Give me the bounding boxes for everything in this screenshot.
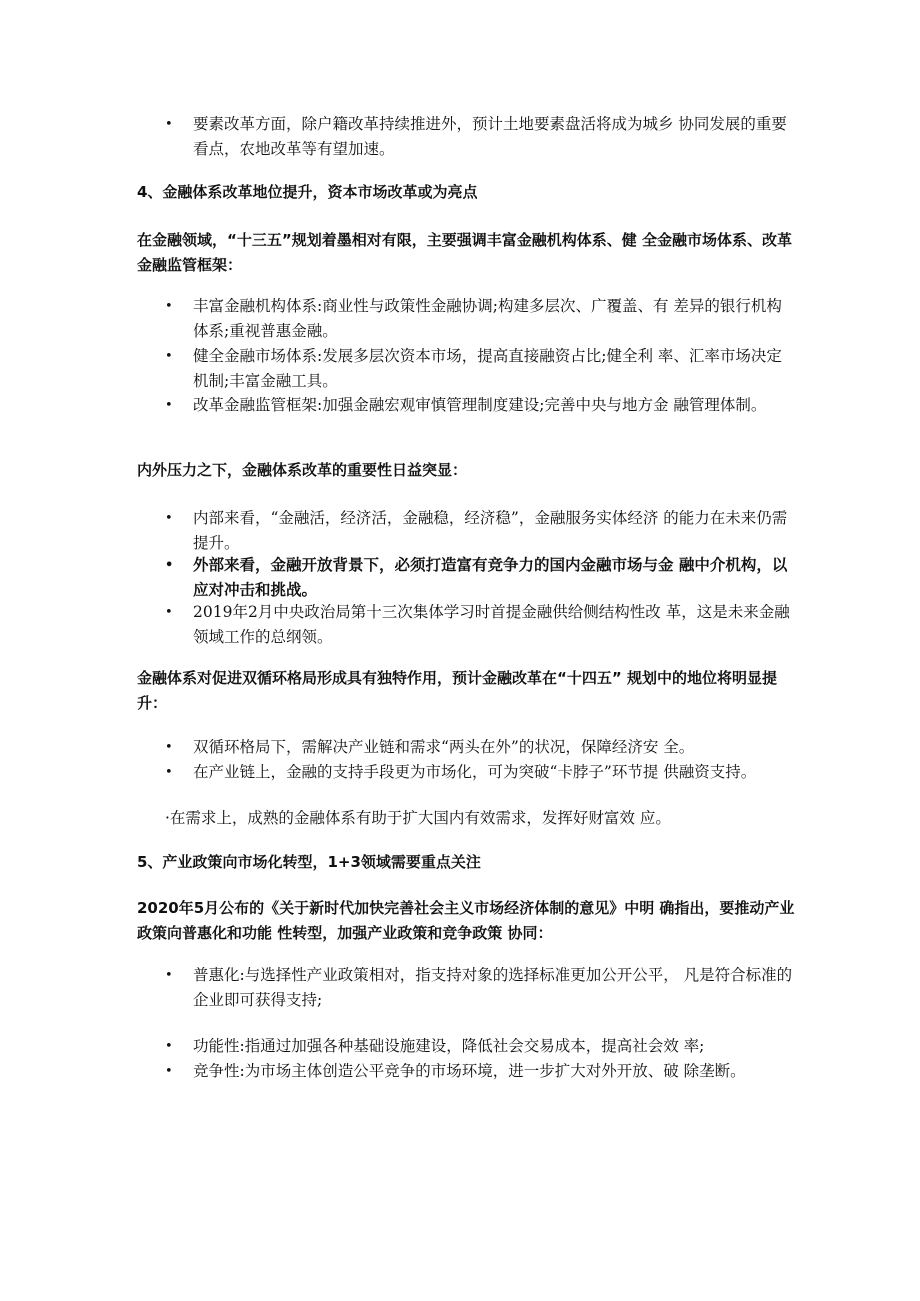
bullet-icon: • (165, 740, 173, 755)
bullet-icon: • (165, 968, 173, 983)
bullet-text: 内部来看，“金融活，经济活，金融稳，经济稳”，金融服务实体经济 的能力在未来仍需提升。 (193, 509, 788, 552)
paragraph: 在金融领域，“十三五”规划着墨相对有限，主要强调丰富金融机构体系、健 全金融市场体系、改革金融监管框架： (137, 231, 792, 274)
paragraph: 金融体系对促进双循环格局形成具有独特作用，预计金融改革在“十四五” 规划中的地位将明显提升： (137, 669, 777, 712)
bullet-icon: • (165, 349, 173, 364)
list-item (165, 393, 793, 418)
bullet-icon: • (165, 398, 173, 413)
list-item (165, 963, 793, 1013)
bullet-icon: • (165, 605, 173, 620)
list-item (165, 760, 793, 785)
list-item (165, 735, 793, 760)
bullet-text: 改革金融监管框架:加强金融宏观审慎管理制度建设;完善中央与地方金 融管理体制。 (193, 396, 767, 414)
bullet-icon: • (165, 117, 173, 132)
bullet-text: 健全金融市场体系:发展多层次资本市场，提高直接融资占比;健全利 率、汇率市场决定机制;丰富金融工具。 (193, 347, 782, 390)
section-heading: 5、产业政策向市场化转型，1+3领域需要重点关注 (137, 853, 481, 871)
section-heading: 4、金融体系改革地位提升，资本市场改革或为亮点 (137, 183, 478, 201)
bullet-icon: • (165, 511, 173, 526)
bullet-text: 普惠化:与选择性产业政策相对，指支持对象的选择标准更加公开公平， 凡是符合标准的企业即可获得支持; (193, 966, 793, 1009)
bullet-text: 功能性:指通过加强各种基础设施建设，降低社会交易成本，提高社会效 率; (193, 1037, 705, 1055)
bullet-icon: • (165, 299, 173, 314)
bullet-text: 双循环格局下，需解决产业链和需求“两头在外”的状况，保障经济安 全。 (193, 738, 695, 756)
list-item (165, 294, 793, 344)
bullet-icon: • (165, 1039, 173, 1054)
bullet-icon: • (165, 1064, 173, 1079)
list-item (165, 1034, 793, 1059)
bullet-text: 竞争性:为市场主体创造公平竞争的市场环境，进一步扩大对外开放、破 除垄断。 (193, 1062, 746, 1080)
bullet-text: 丰富金融机构体系:商业性与政策性金融协调;构建多层次、广覆盖、有 差异的银行机构体系;重视普惠金融。 (193, 297, 782, 340)
bullet-text: 在产业链上，金融的支持手段更为市场化，可为突破“卡脖子”环节提 供融资支持。 (193, 763, 757, 781)
paragraph: ·在需求上，成熟的金融体系有助于扩大国内有效需求，发挥好财富效 应。 (165, 809, 671, 827)
bullet-text: 外部来看，金融开放背景下，必须打造富有竞争力的国内金融市场与金 融中介机构，以应对冲击和挑战。 (193, 556, 788, 599)
list-item (165, 600, 793, 650)
list-item (165, 112, 793, 162)
bullet-icon: • (165, 765, 173, 780)
bullet-text: 要素改革方面，除户籍改革持续推进外，预计土地要素盘活将成为城乡 协同发展的重要看点，农地改革等有望加速。 (193, 115, 787, 158)
list-item (165, 553, 793, 603)
list-item (165, 344, 793, 394)
paragraph: 内外压力之下，金融体系改革的重要性日益突显： (137, 461, 468, 479)
paragraph: 2020年5月公布的《关于新时代加快完善社会主义市场经济体制的意见》中明 确指出，要推动产业政策向普惠化和功能 性转型，加强产业政策和竞争政策 协同： (137, 899, 795, 942)
list-item (165, 506, 793, 556)
bullet-text: 2019年2月中央政治局第十三次集体学习时首提金融供给侧结构性改 革，这是未来金融领域工作的总纲领。 (193, 603, 790, 646)
list-item (165, 1059, 793, 1084)
bullet-icon: • (165, 558, 174, 573)
